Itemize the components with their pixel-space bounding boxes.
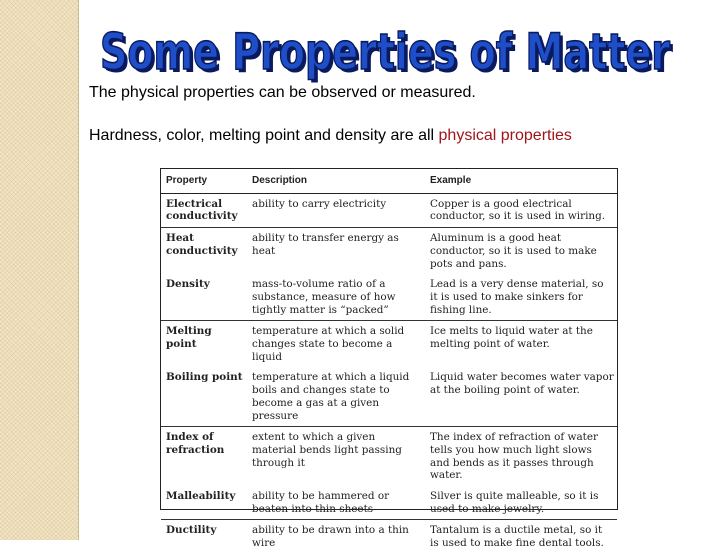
header-property: Property <box>161 169 247 193</box>
decorative-side-bar <box>0 0 79 540</box>
statement-prefix: Hardness, color, melting point and density are all <box>89 127 439 144</box>
cell-property: Ductility <box>161 520 247 554</box>
statement-highlight: physical properties <box>438 127 572 144</box>
header-description: Description <box>247 169 425 193</box>
cell-property: Malleability <box>166 490 236 503</box>
table-row <box>161 520 617 554</box>
cell-property: Electrical conductivity <box>161 193 247 227</box>
cell-description: ability to carry electricity <box>247 193 425 227</box>
cell-description: extent to which a given material bends light passing through it <box>247 427 425 486</box>
cell-property: Density <box>166 278 210 291</box>
cell-description: ability to transfer energy as heat <box>247 228 425 275</box>
table-header-row <box>161 169 617 193</box>
table-row <box>161 367 617 426</box>
table-row <box>161 193 617 227</box>
table-row <box>161 427 617 486</box>
cell-property: Index of refraction <box>161 427 247 486</box>
cell-example: Ice melts to liquid water at the melting point of water. <box>425 321 617 368</box>
header-example: Example <box>425 169 617 193</box>
intro-text: The physical properties can be observed or measured. <box>89 84 476 101</box>
cell-example: Aluminum is a good heat conductor, so it is used to make pots and pans. <box>425 228 617 275</box>
cell-description: ability to be hammered or beaten into thin sheets <box>252 490 390 515</box>
properties-table <box>161 169 617 554</box>
table-row <box>161 228 617 275</box>
cell-example: Tantalum is a ductile metal, so it is used to make fine dental tools. <box>425 520 617 554</box>
statement-text <box>89 127 572 145</box>
title-shadow: Some Properties of Matter <box>103 26 674 84</box>
cell-property: Melting point <box>161 321 247 368</box>
table-row <box>161 486 617 520</box>
cell-description: ability to be drawn into a thin wire <box>247 520 425 554</box>
cell-example: Liquid water becomes water vapor at the boiling point of water. <box>430 371 614 397</box>
cell-example: Lead is a very dense material, so it is used to make sinkers for fishing line. <box>430 278 604 316</box>
cell-property: Boiling point <box>166 371 243 384</box>
slide-title <box>100 22 680 82</box>
cell-description: mass-to-volume ratio of a substance, measure of how tightly matter is “packed” <box>252 278 396 316</box>
cell-example: The index of refraction of water tells you how much light slows and bends as it passes through water. <box>425 427 617 486</box>
cell-example: Silver is quite malleable, so it is used to make jewelry. <box>430 490 599 515</box>
title-text: Some Properties of Matter <box>100 23 671 81</box>
cell-example: Copper is a good electrical conductor, so it is used in wiring. <box>425 193 617 227</box>
properties-table-figure <box>160 168 618 550</box>
cell-description: temperature at which a liquid boils and changes state to become a gas at a given pressure <box>252 371 410 422</box>
table-row <box>161 274 617 321</box>
table-row <box>161 321 617 368</box>
cell-property: Heat conductivity <box>161 228 247 275</box>
cell-description: temperature at which a solid changes state to become a liquid <box>247 321 425 368</box>
